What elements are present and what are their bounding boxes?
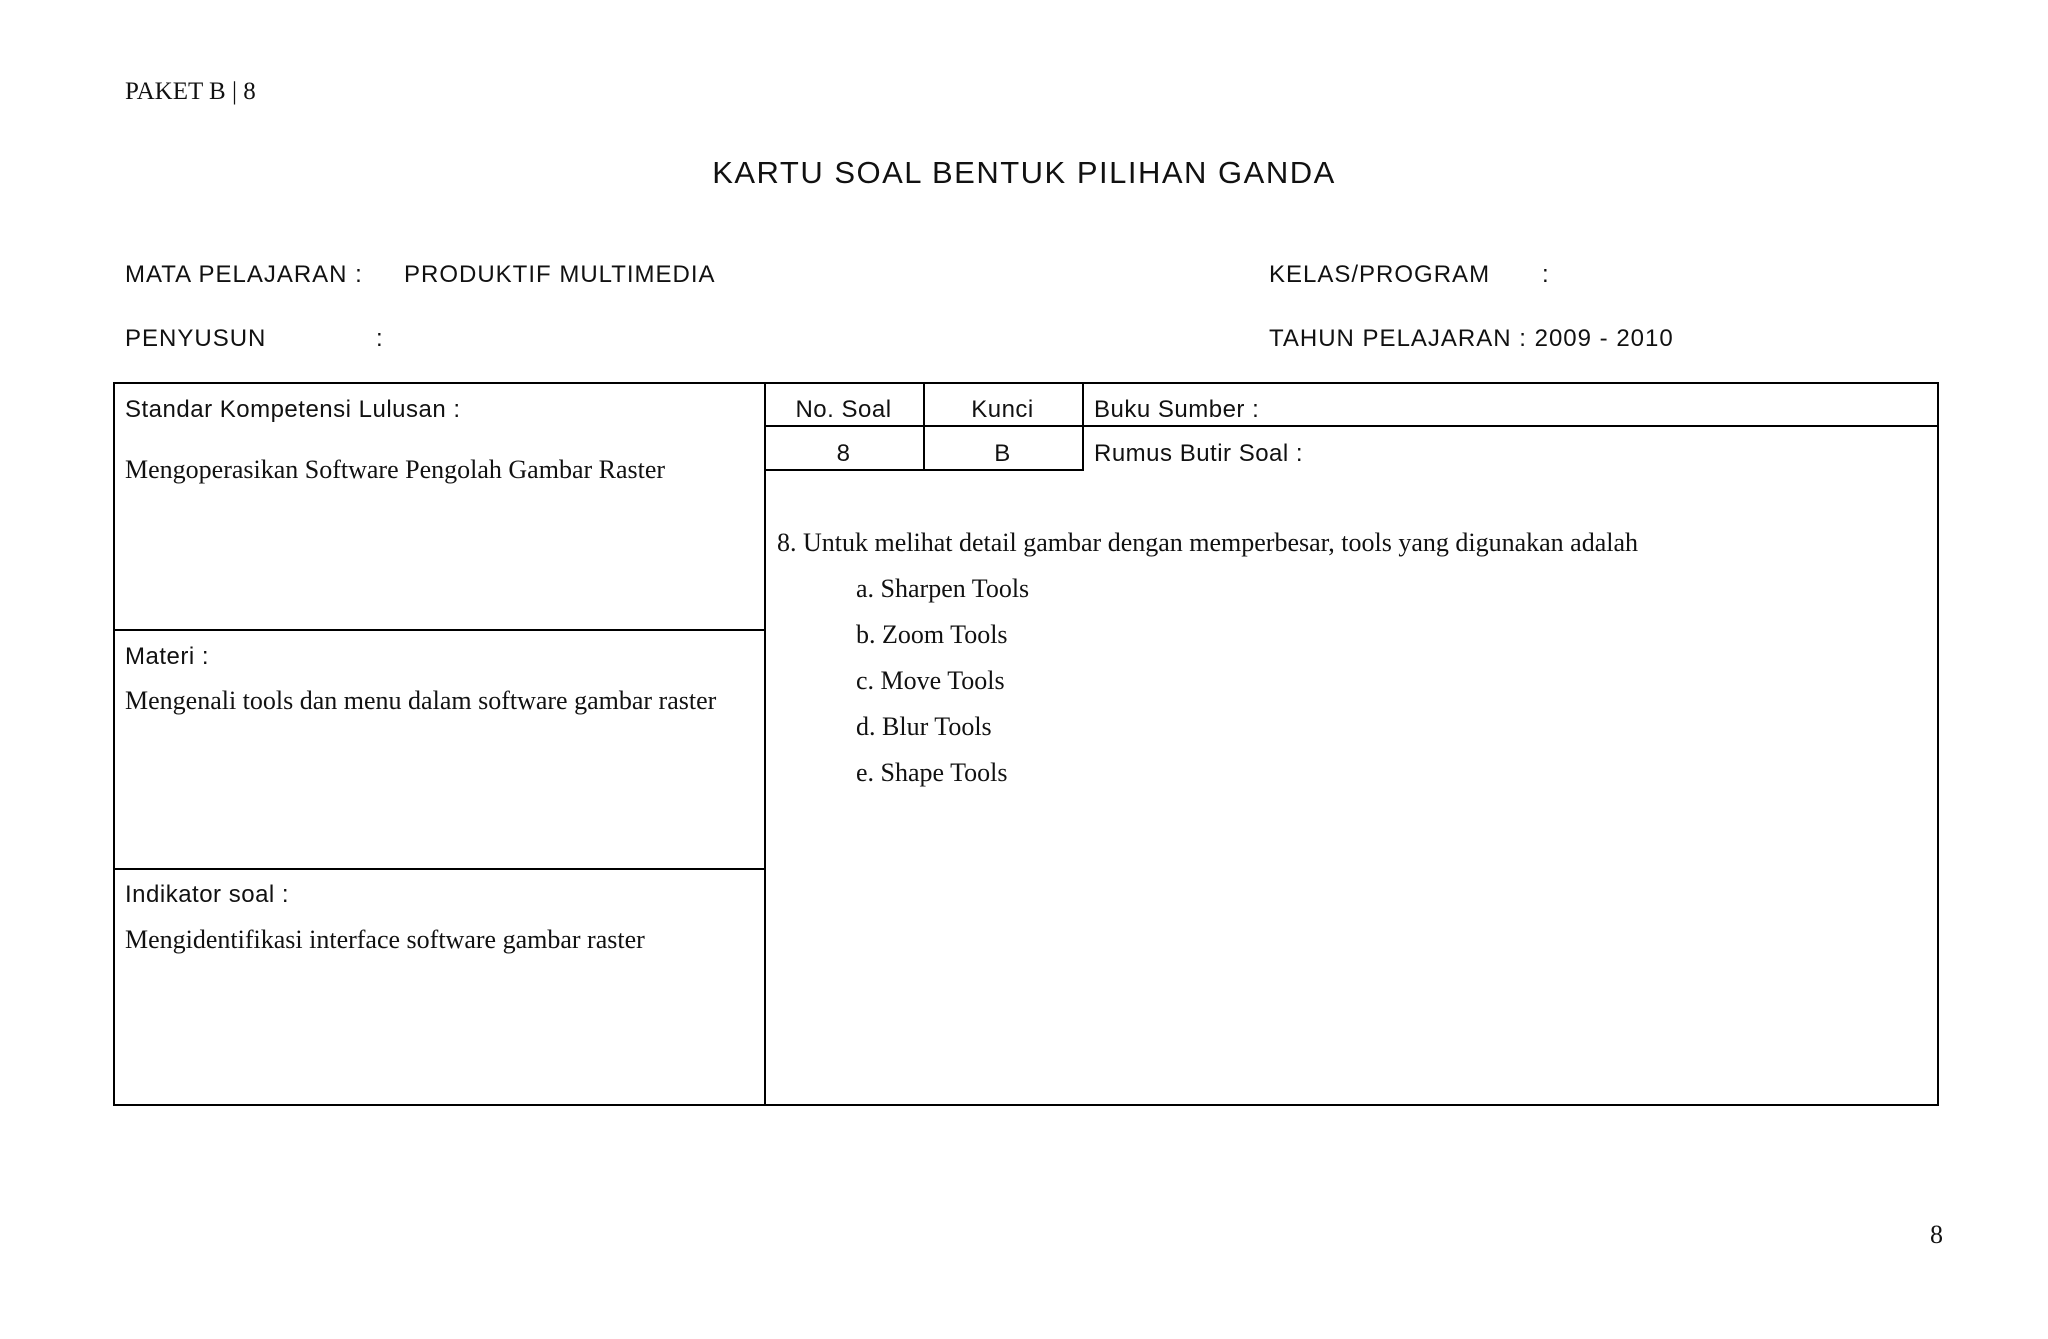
- option-d: d. Blur Tools: [856, 712, 992, 741]
- table-border-top: [113, 382, 1939, 384]
- table-border-bottom: [113, 1104, 1939, 1106]
- penyusun-label: PENYUSUN: [125, 325, 267, 352]
- left-divider-materi: [113, 629, 765, 631]
- buku-sumber-label: Buku Sumber :: [1094, 396, 1260, 423]
- rumus-butir-soal-label: Rumus Butir Soal :: [1094, 440, 1304, 467]
- penyusun-colon: :: [376, 325, 384, 352]
- skl-value: Mengoperasikan Software Pengolah Gambar Raster: [125, 455, 666, 484]
- kunci-header: Kunci: [971, 396, 1034, 423]
- kelas-program-label: KELAS/PROGRAM: [1269, 261, 1491, 288]
- kunci-divider: [1082, 382, 1084, 471]
- mata-pelajaran-value: PRODUKTIF MULTIMEDIA: [404, 261, 716, 288]
- header-paket-label: PAKET B | 8: [125, 78, 256, 105]
- kunci-value: B: [994, 440, 1011, 467]
- option-b: b. Zoom Tools: [856, 620, 1008, 649]
- option-a: a. Sharpen Tools: [856, 574, 1030, 603]
- materi-value: Mengenali tools dan menu dalam software gambar raster: [125, 686, 717, 715]
- option-c: c. Move Tools: [856, 666, 1005, 695]
- column-divider: [764, 382, 766, 1106]
- kelas-program-colon: :: [1542, 261, 1550, 288]
- page-title: KARTU SOAL BENTUK PILIHAN GANDA: [712, 155, 1336, 190]
- materi-label: Materi :: [125, 643, 210, 670]
- right-header-divider: [764, 425, 1939, 427]
- no-soal-value: 8: [836, 440, 851, 467]
- question-text: 8. Untuk melihat detail gambar dengan memperbesar, tools yang digunakan adalah: [777, 528, 1639, 557]
- tahun-pelajaran: TAHUN PELAJARAN : 2009 - 2010: [1269, 325, 1674, 352]
- skl-label: Standar Kompetensi Lulusan :: [125, 396, 461, 423]
- left-divider-indikator: [113, 868, 765, 870]
- table-border-left: [113, 382, 115, 1106]
- indikator-value: Mengidentifikasi interface software gambar raster: [125, 925, 645, 954]
- mata-pelajaran-label: MATA PELAJARAN :: [125, 261, 363, 288]
- table-border-right: [1937, 382, 1939, 1106]
- no-soal-header: No. Soal: [795, 396, 892, 423]
- page-number: 8: [1930, 1220, 1943, 1249]
- option-e: e. Shape Tools: [856, 758, 1008, 787]
- indikator-label: Indikator soal :: [125, 881, 290, 908]
